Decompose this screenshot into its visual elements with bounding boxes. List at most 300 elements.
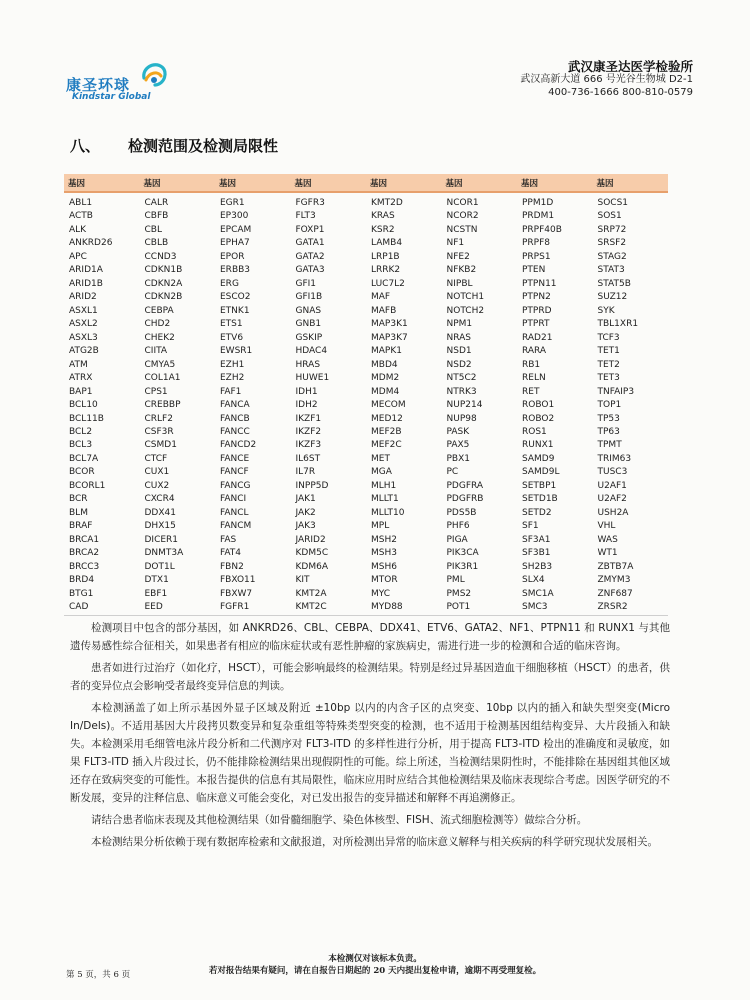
table-row bbox=[64, 197, 668, 210]
gene-cell: CHD2 bbox=[144, 319, 171, 330]
gene-cell: BCR bbox=[69, 494, 88, 505]
gene-cell: STAG2 bbox=[597, 251, 627, 262]
table-row bbox=[64, 588, 668, 601]
gene-cell: MTOR bbox=[371, 575, 398, 586]
gene-cell: TET3 bbox=[597, 373, 620, 384]
gene-cell: RET bbox=[522, 386, 540, 397]
gene-cell: GSKIP bbox=[295, 332, 323, 343]
gene-cell: BLM bbox=[69, 507, 88, 518]
gene-cell: MBD4 bbox=[371, 359, 398, 370]
gene-cell: U2AF1 bbox=[597, 480, 627, 491]
gene-cell: ZNF687 bbox=[597, 588, 633, 599]
table-row bbox=[64, 601, 668, 615]
table-row bbox=[64, 278, 668, 291]
gene-cell: FANCI bbox=[220, 494, 247, 505]
gene-cell: BCL3 bbox=[69, 440, 93, 451]
gene-cell: KDM5C bbox=[295, 548, 329, 559]
column-header: 基因 bbox=[140, 174, 216, 192]
gene-cell: ATM bbox=[69, 359, 88, 370]
gene-cell: NF1 bbox=[446, 238, 465, 249]
table-row bbox=[64, 291, 668, 304]
gene-cell: MAFB bbox=[371, 305, 397, 316]
gene-cell: SF3B1 bbox=[522, 548, 551, 559]
table-row bbox=[64, 345, 668, 358]
gene-cell: PIK3R1 bbox=[446, 561, 479, 572]
gene-cell: GATA2 bbox=[295, 251, 325, 262]
gene-cell: EZH1 bbox=[220, 359, 245, 370]
gene-cell: EGR1 bbox=[220, 198, 245, 208]
gene-cell: FANCE bbox=[220, 453, 250, 464]
table-row bbox=[64, 210, 668, 223]
gene-cell: ETV6 bbox=[220, 332, 244, 343]
gene-cell: HDAC4 bbox=[295, 346, 328, 357]
gene-cell: SUZ12 bbox=[597, 292, 628, 303]
institution-phones: 400-736-1666 800-810-0579 bbox=[548, 87, 693, 98]
gene-cell: SYK bbox=[597, 305, 615, 316]
footer-note: 本检测仅对该标本负责。 bbox=[328, 954, 422, 964]
gene-cell: GATA3 bbox=[295, 265, 325, 276]
gene-cell: BCORL1 bbox=[69, 480, 106, 491]
gene-cell: MLLT10 bbox=[371, 507, 405, 518]
gene-cell: CSF3R bbox=[144, 426, 174, 437]
gene-cell: GATA1 bbox=[295, 238, 325, 249]
gene-cell: USH2A bbox=[597, 507, 629, 518]
gene-cell: CDKN1B bbox=[144, 265, 183, 276]
gene-cell: PDGFRB bbox=[446, 494, 484, 505]
gene-cell: PDS5B bbox=[446, 507, 477, 518]
gene-cell: ARID2 bbox=[69, 292, 97, 303]
table-row bbox=[64, 534, 668, 547]
gene-cell: FANCL bbox=[220, 507, 249, 518]
gene-cell: NCOR1 bbox=[446, 198, 479, 208]
gene-cell: CBFB bbox=[144, 211, 169, 222]
gene-cell: BCL7A bbox=[69, 453, 99, 464]
gene-cell: HRAS bbox=[295, 359, 321, 370]
gene-cell: APC bbox=[69, 251, 87, 262]
gene-cell: MSH6 bbox=[371, 561, 397, 572]
gene-cell: MLH1 bbox=[371, 480, 397, 491]
column-header: 基因 bbox=[517, 174, 593, 192]
gene-cell: TUSC3 bbox=[597, 467, 628, 478]
gene-cell: ETS1 bbox=[220, 319, 243, 330]
gene-cell: BAP1 bbox=[69, 386, 93, 397]
column-header: 基因 bbox=[593, 174, 669, 192]
gene-cell: FBXW7 bbox=[220, 588, 253, 599]
gene-cell: COL1A1 bbox=[144, 373, 181, 384]
gene-cell: FGFR3 bbox=[295, 198, 325, 208]
gene-cell: DTX1 bbox=[144, 575, 169, 586]
gene-cell: IL7R bbox=[295, 467, 316, 478]
gene-cell: MAF bbox=[371, 292, 391, 303]
gene-cell: CMYA5 bbox=[144, 359, 176, 370]
gene-cell: PIGA bbox=[446, 534, 468, 545]
gene-cell: EPCAM bbox=[220, 224, 252, 235]
gene-cell: DHX15 bbox=[144, 521, 176, 532]
section-number: 八、 bbox=[70, 137, 101, 155]
gene-cell: HUWE1 bbox=[295, 373, 330, 384]
gene-cell: SRSF2 bbox=[597, 238, 627, 249]
gene-cell: KMT2A bbox=[295, 588, 327, 599]
gene-cell: SF3A1 bbox=[522, 534, 551, 545]
table-row bbox=[64, 386, 668, 399]
gene-cell: RAD21 bbox=[522, 332, 553, 343]
table-row bbox=[64, 574, 668, 587]
paragraph: 本检测涵盖了如上所示基因外显子区域及附近 ±10bp 以内的内含子区的点突变、10bp 以内的插入和缺失型突变(Micro In/Dels)。不适用基因大片段拷贝数变异和复杂重组等特殊类型突变的检测，也不适用于检测基因组结构变异、大片段插入和缺失。本检测采用毛细管电泳片段分析和二代测序对 FLT3-ITD 的多样性进行分析，用于提高 FLT3-ITD 检出的准确度和灵敏度，如果 FLT3-ITD 插入片段过长，仍不能排除检测结果出现假阴性的可能。综上所述，当检测结果阴性时，不能排除在基因组其他区域还存在致病突变的可能性。本报告提供的信息有其局限性，临床应用时应结合其他检测结果及临床表现综合考虑。因医学研究的不断发展，变异的注释信息、临床意义可能会变化，对已发出报告的变异描述和解释不再追溯修正。 bbox=[70, 702, 670, 804]
institution-header bbox=[520, 60, 693, 99]
gene-cell: DOT1L bbox=[144, 561, 175, 572]
gene-cell: RELN bbox=[522, 373, 546, 384]
gene-cell: BRCA2 bbox=[69, 548, 100, 559]
gene-cell: CBL bbox=[144, 224, 162, 235]
gene-cell: GNAS bbox=[295, 305, 322, 316]
gene-cell: PIK3CA bbox=[446, 548, 479, 559]
table-row bbox=[64, 507, 668, 520]
gene-cell: GFI1B bbox=[295, 292, 323, 303]
gene-cell: SETD1B bbox=[522, 494, 558, 505]
gene-cell: BCL10 bbox=[69, 400, 98, 411]
gene-cell: DICER1 bbox=[144, 534, 179, 545]
gene-cell: FANCA bbox=[220, 400, 250, 411]
gene-cell: CDKN2B bbox=[144, 292, 183, 303]
gene-cell: CSMD1 bbox=[144, 440, 177, 451]
gene-cell: JAK2 bbox=[295, 507, 316, 518]
gene-cell: PMS2 bbox=[446, 588, 472, 599]
table-row bbox=[64, 318, 668, 331]
gene-cell: BTG1 bbox=[69, 588, 94, 599]
paragraph: 患者如进行过治疗（如化疗，HSCT），可能会影响最终的检测结果。特别是经过异基因造血干细胞移植（HSCT）的患者，供者的变异位点会影响受者最终变异信息的判读。 bbox=[70, 662, 670, 692]
gene-cell: POT1 bbox=[442, 601, 518, 615]
table-row bbox=[64, 305, 668, 318]
gene-cell: RB1 bbox=[522, 359, 541, 370]
gene-cell: PTPN2 bbox=[522, 292, 551, 303]
gene-cell: CEBPA bbox=[144, 305, 174, 316]
gene-cell: ACTB bbox=[69, 211, 93, 222]
gene-cell: CPS1 bbox=[144, 386, 168, 397]
gene-cell: MPL bbox=[371, 521, 390, 532]
gene-cell: MGA bbox=[371, 467, 392, 478]
gene-cell: SOS1 bbox=[597, 211, 622, 222]
ring-logo-icon bbox=[140, 62, 168, 88]
table-row bbox=[64, 359, 668, 372]
gene-cell: IL6ST bbox=[295, 453, 321, 464]
gene-cell: SAMD9L bbox=[522, 467, 560, 478]
gene-cell: PRDM1 bbox=[522, 211, 555, 222]
gene-cell: PTPRT bbox=[522, 319, 550, 330]
gene-cell: TP53 bbox=[597, 413, 620, 424]
gene-cell: MYC bbox=[371, 588, 391, 599]
gene-cell: CRLF2 bbox=[144, 413, 173, 424]
gene-cell: JARID2 bbox=[295, 534, 326, 545]
gene-cell: NCSTN bbox=[446, 224, 478, 235]
gene-cell: LAMB4 bbox=[371, 238, 403, 249]
gene-cell: ROS1 bbox=[522, 426, 547, 437]
gene-cell: SH2B3 bbox=[522, 561, 553, 572]
gene-cell: RUNX1 bbox=[522, 440, 554, 451]
gene-cell: ESCO2 bbox=[220, 292, 251, 303]
institution-address: 武汉高新大道 666 号光谷生物城 D2-1 bbox=[520, 74, 693, 85]
gene-cell: MSH2 bbox=[371, 534, 397, 545]
gene-cell: NFE2 bbox=[446, 251, 470, 262]
gene-cell: ZRSR2 bbox=[593, 601, 669, 615]
gene-cell: TET2 bbox=[597, 359, 620, 370]
gene-cell: SOCS1 bbox=[597, 198, 629, 208]
gene-cell: NSD2 bbox=[446, 359, 472, 370]
gene-cell: SMC1A bbox=[522, 588, 554, 599]
gene-cell: RARA bbox=[522, 346, 547, 357]
gene-cell: ALK bbox=[69, 224, 87, 235]
column-header: 基因 bbox=[215, 174, 291, 192]
gene-cell: NRAS bbox=[446, 332, 471, 343]
gene-cell: BRAF bbox=[69, 521, 93, 532]
gene-cell: ETNK1 bbox=[220, 305, 250, 316]
gene-cell: PTEN bbox=[522, 265, 546, 276]
gene-cell: BCL2 bbox=[69, 426, 93, 437]
gene-cell: EPHA7 bbox=[220, 238, 250, 249]
gene-cell: IDH2 bbox=[295, 400, 318, 411]
gene-cell: TOP1 bbox=[597, 400, 622, 411]
table-row bbox=[64, 439, 668, 452]
gene-cell: PRPF8 bbox=[522, 238, 551, 249]
gene-cell: ASXL3 bbox=[69, 332, 98, 343]
gene-cell: ARID1A bbox=[69, 265, 103, 276]
gene-cell: MED12 bbox=[371, 413, 403, 424]
gene-cell: IKZF3 bbox=[295, 440, 322, 451]
limitations-text bbox=[70, 619, 670, 855]
gene-cell: EBF1 bbox=[144, 588, 168, 599]
column-header: 基因 bbox=[291, 174, 367, 192]
gene-cell: GNB1 bbox=[295, 319, 322, 330]
gene-cell: SF1 bbox=[522, 521, 539, 532]
gene-cell: MSH3 bbox=[371, 548, 397, 559]
gene-cell: ASXL2 bbox=[69, 319, 98, 330]
gene-cell: BCOR bbox=[69, 467, 95, 478]
gene-cell: CXCR4 bbox=[144, 494, 175, 505]
section-title: 检测范围及检测局限性 bbox=[128, 137, 279, 155]
gene-cell: JAK1 bbox=[295, 494, 316, 505]
gene-table-header bbox=[64, 174, 668, 192]
gene-cell: FAS bbox=[220, 534, 237, 545]
gene-cell: FBXO11 bbox=[220, 575, 256, 586]
gene-cell: FLT3 bbox=[295, 211, 316, 222]
gene-cell: MLLT1 bbox=[371, 494, 399, 505]
gene-cell: ABL1 bbox=[69, 198, 93, 208]
gene-cell: PAX5 bbox=[446, 440, 470, 451]
paragraph: 本检测结果分析依赖于现有数据库检索和文献报道，对所检测出异常的临床意义解释与相关疾病的科学研究现状发展相关。 bbox=[91, 836, 658, 848]
gene-cell: FANCD2 bbox=[220, 440, 257, 451]
gene-cell: LUC7L2 bbox=[371, 278, 405, 289]
gene-cell: ATRX bbox=[69, 373, 93, 384]
gene-cell: FAT4 bbox=[220, 548, 242, 559]
gene-cell: KDM6A bbox=[295, 561, 328, 572]
column-header: 基因 bbox=[64, 174, 140, 192]
gene-cell: MYD88 bbox=[366, 601, 442, 615]
gene-table bbox=[64, 174, 668, 616]
gene-cell: FANCG bbox=[220, 480, 251, 491]
gene-cell: BCL11B bbox=[69, 413, 104, 424]
gene-cell: KRAS bbox=[371, 211, 395, 222]
table-row bbox=[64, 480, 668, 493]
gene-cell: EP300 bbox=[220, 211, 249, 222]
gene-cell: BRCA1 bbox=[69, 534, 100, 545]
table-row bbox=[64, 426, 668, 439]
gene-cell: ERBB3 bbox=[220, 265, 251, 276]
gene-cell: NCOR2 bbox=[446, 211, 479, 222]
gene-cell: CAD bbox=[64, 601, 140, 615]
table-row bbox=[64, 224, 668, 237]
gene-cell: PDGFRA bbox=[446, 480, 484, 491]
gene-cell: BRD4 bbox=[69, 575, 95, 586]
gene-cell: MECOM bbox=[371, 400, 406, 411]
gene-cell: FAF1 bbox=[220, 386, 242, 397]
gene-cell: SAMD9 bbox=[522, 453, 555, 464]
gene-cell: TPMT bbox=[597, 440, 622, 451]
table-row bbox=[64, 251, 668, 264]
gene-cell: SMC3 bbox=[517, 601, 593, 615]
gene-cell: SRP72 bbox=[597, 224, 627, 235]
gene-cell: NTRK3 bbox=[446, 386, 477, 397]
gene-cell: PC bbox=[446, 467, 459, 478]
gene-cell: JAK3 bbox=[295, 521, 316, 532]
footer-notice bbox=[175, 953, 575, 977]
gene-cell: TET1 bbox=[597, 346, 620, 357]
gene-cell: NIPBL bbox=[446, 278, 473, 289]
gene-cell: GFI1 bbox=[295, 278, 317, 289]
gene-cell: PRPS1 bbox=[522, 251, 551, 262]
gene-cell: KMT2C bbox=[291, 601, 367, 615]
gene-cell: NFKB2 bbox=[446, 265, 477, 276]
table-row bbox=[64, 561, 668, 574]
gene-cell: ARID1B bbox=[69, 278, 103, 289]
institution-name: 武汉康圣达医学检验所 bbox=[567, 59, 693, 74]
company-logo bbox=[66, 58, 176, 102]
table-row bbox=[64, 237, 668, 250]
gene-cell: PTPN11 bbox=[522, 278, 557, 289]
table-row bbox=[64, 453, 668, 466]
gene-cell: CTCF bbox=[144, 453, 168, 464]
gene-cell: MDM4 bbox=[371, 386, 400, 397]
gene-cell: TP63 bbox=[597, 426, 620, 437]
gene-cell: DNMT3A bbox=[144, 548, 184, 559]
table-row bbox=[64, 520, 668, 533]
gene-cell: ASXL1 bbox=[69, 305, 98, 316]
gene-cell: TBL1XR1 bbox=[597, 319, 639, 330]
gene-cell: FANCB bbox=[220, 413, 250, 424]
gene-cell: KIT bbox=[295, 575, 310, 586]
gene-cell: ROBO2 bbox=[522, 413, 555, 424]
gene-cell: STAT5B bbox=[597, 278, 631, 289]
gene-cell: LRRK2 bbox=[371, 265, 401, 276]
gene-cell: CDKN2A bbox=[144, 278, 183, 289]
table-row bbox=[64, 493, 668, 506]
gene-cell: MDM2 bbox=[371, 373, 400, 384]
column-header: 基因 bbox=[442, 174, 518, 192]
gene-cell: KSR2 bbox=[371, 224, 395, 235]
gene-cell: MAPK1 bbox=[371, 346, 402, 357]
gene-cell: EPOR bbox=[220, 251, 245, 262]
gene-cell: PTPRD bbox=[522, 305, 552, 316]
gene-table-body bbox=[64, 192, 668, 615]
gene-cell: NT5C2 bbox=[446, 373, 477, 384]
gene-cell: U2AF2 bbox=[597, 494, 627, 505]
gene-cell: ZMYM3 bbox=[597, 575, 631, 586]
gene-cell: INPP5D bbox=[295, 480, 329, 491]
gene-cell: SETBP1 bbox=[522, 480, 557, 491]
gene-cell: CUX2 bbox=[144, 480, 170, 491]
gene-cell: TRIM63 bbox=[597, 453, 632, 464]
paragraph: 检测项目中包含的部分基因，如 ANKRD26、CBL、CEBPA、DDX41、ETV6、GATA2、NF1、PTPN11 和 RUNX1 与其他遗传易感性综合征相关，如果患者有相应的临床症状或有恶性肿瘤的家族病史，需进行进一步的检测和合适的临床咨询。 bbox=[70, 622, 670, 652]
gene-cell: TCF3 bbox=[597, 332, 620, 343]
gene-cell: IDH1 bbox=[295, 386, 318, 397]
gene-cell: NUP214 bbox=[446, 400, 483, 411]
section-heading bbox=[70, 135, 278, 156]
table-row bbox=[64, 372, 668, 385]
gene-cell: MAP3K7 bbox=[371, 332, 408, 343]
gene-cell: STAT3 bbox=[597, 265, 625, 276]
gene-cell: MEF2B bbox=[371, 426, 402, 437]
gene-cell: EZH2 bbox=[220, 373, 245, 384]
table-row bbox=[64, 547, 668, 560]
footer-note: 若对报告结果有疑问，请在自报告日期起的 20 天内提出复检申请，逾期不再受理复检。 bbox=[208, 966, 542, 976]
page-number: 第 5 页，共 6 页 bbox=[66, 970, 131, 980]
gene-cell: BRCC3 bbox=[69, 561, 100, 572]
gene-cell: PPM1D bbox=[522, 198, 554, 208]
table-row bbox=[64, 466, 668, 479]
gene-cell: CALR bbox=[144, 198, 169, 208]
gene-cell: WT1 bbox=[597, 548, 618, 559]
gene-cell: EED bbox=[140, 601, 216, 615]
gene-cell: PRPF40B bbox=[522, 224, 562, 235]
gene-cell: SETD2 bbox=[522, 507, 552, 518]
gene-cell: NUP98 bbox=[446, 413, 477, 424]
gene-cell: CREBBP bbox=[144, 400, 181, 411]
gene-cell: IKZF1 bbox=[295, 413, 322, 424]
gene-cell: ROBO1 bbox=[522, 400, 555, 411]
paragraph: 请结合患者临床表现及其他检测结果（如骨髓细胞学、染色体核型、FISH、流式细胞检测等）做综合分析。 bbox=[91, 814, 588, 826]
gene-cell: SLX4 bbox=[522, 575, 545, 586]
gene-cell: FANCM bbox=[220, 521, 252, 532]
gene-cell: NSD1 bbox=[446, 346, 472, 357]
gene-cell: NOTCH1 bbox=[446, 292, 485, 303]
gene-cell: FBN2 bbox=[220, 561, 244, 572]
gene-cell: EWSR1 bbox=[220, 346, 253, 357]
gene-cell: MAP3K1 bbox=[371, 319, 408, 330]
table-row bbox=[64, 399, 668, 412]
gene-cell: LRP1B bbox=[371, 251, 400, 262]
table-row bbox=[64, 264, 668, 277]
gene-cell: MET bbox=[371, 453, 390, 464]
gene-cell: FANCF bbox=[220, 467, 249, 478]
gene-cell: KMT2D bbox=[371, 198, 403, 208]
gene-cell: ANKRD26 bbox=[69, 238, 113, 249]
gene-cell: PHF6 bbox=[446, 521, 470, 532]
gene-cell: CIITA bbox=[144, 346, 168, 357]
gene-cell: PASK bbox=[446, 426, 470, 437]
gene-cell: VHL bbox=[597, 521, 616, 532]
logo-english-text: Kindstar Global bbox=[72, 92, 151, 102]
gene-cell: PBX1 bbox=[446, 453, 470, 464]
gene-cell: WAS bbox=[597, 534, 618, 545]
gene-cell: CUX1 bbox=[144, 467, 170, 478]
gene-cell: ZBTB7A bbox=[597, 561, 634, 572]
gene-cell: NPM1 bbox=[446, 319, 473, 330]
gene-cell: CHEK2 bbox=[144, 332, 175, 343]
gene-cell: CCND3 bbox=[144, 251, 177, 262]
gene-cell: CBLB bbox=[144, 238, 169, 249]
column-header: 基因 bbox=[366, 174, 442, 192]
gene-cell: FANCC bbox=[220, 426, 250, 437]
table-row bbox=[64, 332, 668, 345]
gene-cell: NOTCH2 bbox=[446, 305, 485, 316]
